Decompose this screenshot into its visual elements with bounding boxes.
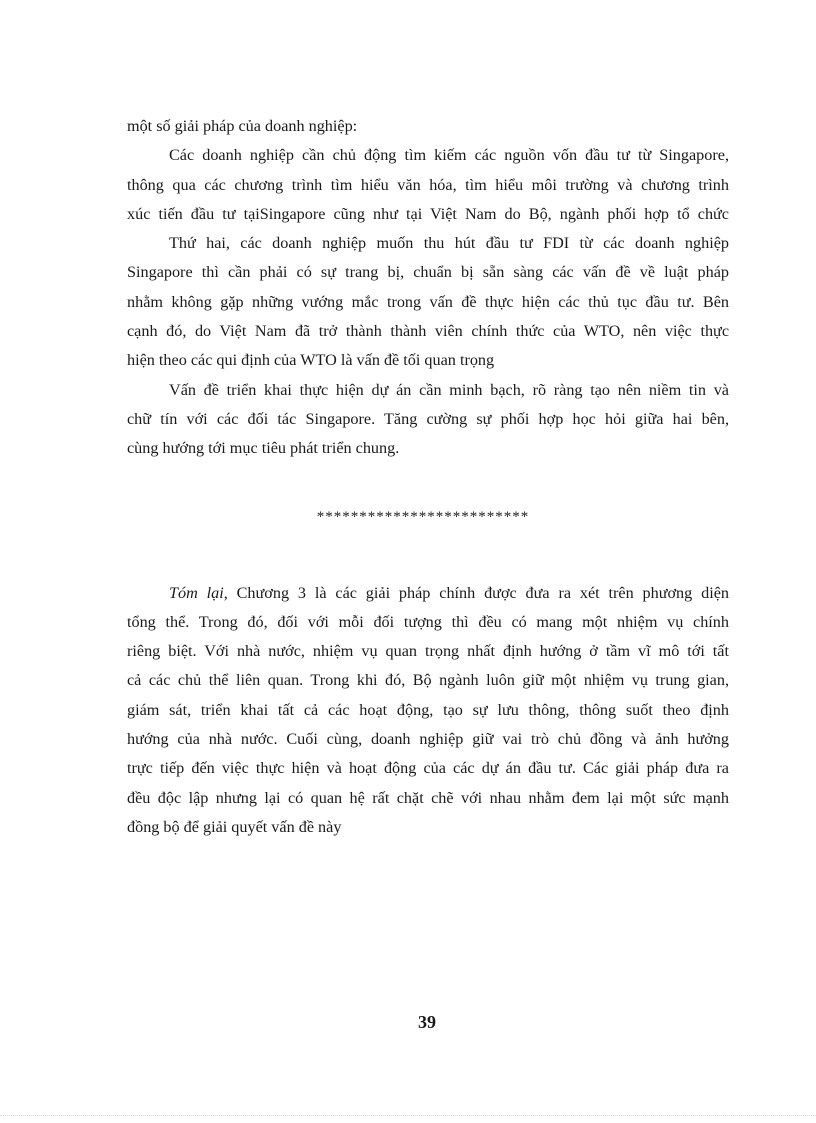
spacer — [127, 547, 729, 579]
text-line: hiện theo các qui định của WTO là vấn đề tối quan trọng — [127, 351, 495, 370]
text-line: đều độc lập nhưng lại có quan hệ rất chặt chẽ với nhau nhằm đem lại một sức mạnh — [127, 788, 729, 807]
text-line: cùng hướng tới mục tiêu phát triển chung. — [127, 439, 400, 458]
text-line: giám sát, triển khai tất cả các hoạt động, tạo sự lưu thông, thông suốt theo định — [127, 700, 729, 719]
text-line: cạnh đó, do Việt Nam đã trở thành thành viên chính thức của WTO, nên việc thực — [127, 322, 729, 341]
summary-lead: Tóm lại, — [169, 583, 228, 602]
paragraph-start-line: Vấn đề triển khai thực hiện dự án cần minh bạch, rõ ràng tạo nên niềm tin và — [169, 380, 729, 399]
text-line: hướng của nhà nước. Cuối cùng, doanh nghiệp giữ vai trò chủ đồng và ảnh hưởng — [127, 730, 729, 749]
text-line: tổng thể. Trong đó, đối với mỗi đối tượng thì đều có mang một nhiệm vụ chính — [127, 612, 729, 631]
text-line: một số giải pháp của doanh nghiệp: — [127, 117, 358, 135]
paragraph-start-line: Thứ hai, các doanh nghiệp muốn thu hút đầu tư FDI từ các doanh nghiệp — [169, 234, 729, 253]
text-line: Singapore thì cần phải có sự trang bị, chuẩn bị sẵn sàng các vấn đề về luật pháp — [127, 263, 729, 282]
summary-first-line — [127, 579, 729, 608]
text-line: nhằm không gặp những vướng mắc trong vấn đề thực hiện các thủ tục đầu tư. Bên — [127, 292, 729, 311]
document-body — [127, 112, 729, 842]
text-line: xúc tiến đầu tư tạiSingapore cũng như tại Việt Nam do Bộ, ngành phối hợp tổ chức — [127, 204, 729, 223]
page-bottom-divider — [0, 1115, 816, 1116]
text-line: cả các chủ thể liên quan. Trong khi đó, Bộ ngành luôn giữ một nhiệm vụ trung gian, — [127, 671, 729, 690]
paragraph-start-line: Các doanh nghiệp cần chủ động tìm kiếm các nguồn vốn đầu tư từ Singapore, — [169, 146, 729, 165]
text-line: chữ tín với các đối tác Singapore. Tăng cường sự phối hợp học hỏi giữa hai bên, — [127, 409, 729, 428]
text-line: riêng biệt. Với nhà nước, nhiệm vụ quan trọng nhất định hướng ở tầm vĩ mô tới tất — [127, 642, 729, 661]
spacer — [127, 464, 729, 488]
page-number: 39 — [418, 1012, 436, 1032]
text-line: thông qua các chương trình tìm hiểu văn hóa, tìm hiểu môi trường và chương trình — [127, 175, 729, 194]
section-separator: ************************* — [316, 508, 530, 525]
text-line: đồng bộ để giải quyết vấn đề này — [127, 817, 342, 836]
summary-lead-rest: Chương 3 là các giải pháp chính được đưa ra xét trên phương diện — [227, 583, 729, 602]
text-line: trực tiếp đến việc thực hiện và hoạt động của các dự án đầu tư. Các giải pháp đưa ra — [127, 759, 729, 778]
